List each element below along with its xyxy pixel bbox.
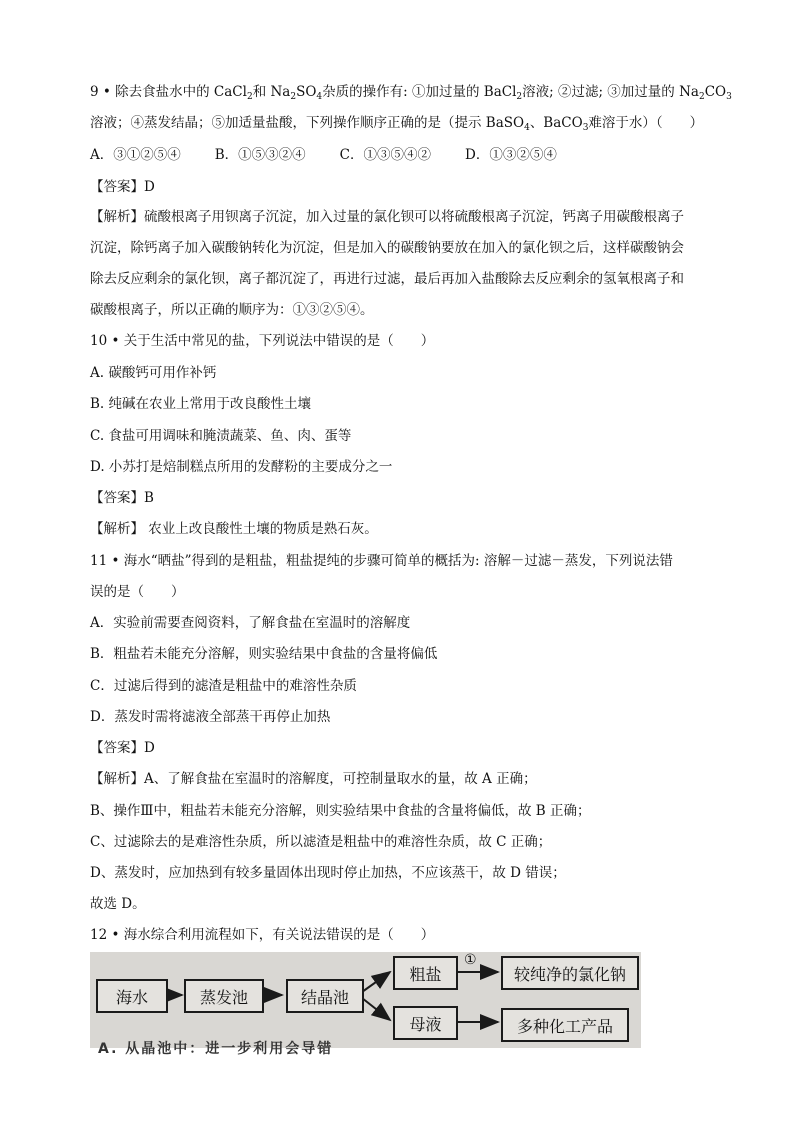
q10-option-d: D. 小苏打是焙制糕点所用的发酵粉的主要成分之一 [90, 459, 393, 475]
q9-stem-line2: 溶液；④蒸发结晶；⑤加适量盐酸，下列操作顺序正确的是（提示 BaSO$_4$、BaCO$_3$难溶于水）（ ） [90, 115, 704, 133]
q10-stem: 10 • 关于生活中常见的盐，下列说法中错误的是（ ） [90, 333, 435, 349]
q11-stem-line2: 误的是（ ） [90, 584, 185, 600]
q11-conclusion: 故选 D。 [90, 896, 146, 912]
cut-off-text: A. 从晶池中：进一步利用会导错 [98, 1041, 334, 1057]
q11-stem-line1: 11 • 海水“晒盐”得到的是粗盐，粗盐提纯的步骤可简单的概括为: 溶解－过滤－蒸发，下列说法错 [90, 553, 673, 569]
step-1-marker: ① [464, 952, 477, 968]
q9-explanation-4: 碳酸根离子，所以正确的顺序为：①③②⑤④。 [90, 302, 374, 318]
chemical-products-box: 多种化工产品 [501, 1008, 629, 1042]
q10-explanation: 【解析】 农业上改良酸性土壤的物质是熟石灰。 [90, 521, 378, 537]
q11-explanation-d: D、蒸发时，应加热到有较多量固体出现时停止加热，不应该蒸干，故 D 错误； [90, 865, 566, 881]
q10-option-b: B. 纯碱在农业上常用于改良酸性土壤 [90, 396, 312, 412]
q9-options [90, 145, 730, 165]
q11-explanation-c: C、过滤除去的是难溶性杂质，所以滤渣是粗盐中的难溶性杂质，故 C 正确； [90, 834, 552, 850]
seawater-flow-chart [90, 952, 641, 1057]
q10-option-a: A. 碳酸钙可用作补钙 [90, 365, 217, 381]
q9-option-c: C．①③⑤④② [339, 147, 432, 163]
q11-option-c: C．过滤后得到的滤渣是粗盐中的难溶性杂质 [90, 678, 357, 694]
arrow-to-mother-liquor [362, 998, 390, 1020]
mother-liquor-box: 母液 [393, 1006, 458, 1040]
crystallization-pond-box: 结晶池 [286, 979, 364, 1013]
q11-option-a: A．实验前需要查阅资料，了解食盐在室温时的溶解度 [90, 615, 411, 631]
q9-explanation-2: 沉淀，除钙离子加入碳酸钠转化为沉淀，但是加入的碳酸钠要放在加入的氯化钡之后，这样碳酸钠会 [90, 240, 684, 256]
arrow-to-crude-salt [362, 972, 390, 992]
q11-explanation-a: 【解析】A、了解食盐在室温时的溶解度，可控制量取水的量，故 A 正确； [90, 771, 537, 787]
q9-answer: 【答案】D [90, 179, 155, 195]
pure-nacl-box: 较纯净的氯化钠 [501, 956, 639, 990]
q9-explanation-1: 【解析】硫酸根离子用钡离子沉淀，加入过量的氯化钡可以将硫酸根离子沉淀，钙离子用碳酸根离子 [90, 209, 684, 225]
q11-answer: 【答案】D [90, 740, 155, 756]
evaporation-pond-box: 蒸发池 [184, 979, 264, 1013]
q9-explanation-3: 除去反应剩余的氯化钡，离子都沉淀了，再进行过滤，最后再加入盐酸除去反应剩余的氢氧根离子和 [90, 271, 684, 287]
seawater-box: 海水 [96, 979, 168, 1013]
crude-salt-box: 粗盐 [393, 956, 458, 990]
q12-stem: 12 • 海水综合利用流程如下，有关说法错误的是（ ） [90, 927, 435, 943]
q10-answer: 【答案】B [90, 490, 154, 506]
q10-option-c: C. 食盐可用调味和腌渍蔬菜、鱼、肉、蛋等 [90, 428, 352, 444]
q9-option-b: B．①⑤③②④ [214, 147, 306, 163]
q9-option-d: D．①③②⑤④ [465, 147, 557, 163]
q9-option-a: A．③①②⑤④ [90, 147, 181, 163]
q11-option-b: B．粗盐若未能充分溶解，则实验结果中食盐的含量将偏低 [90, 646, 438, 662]
q11-explanation-b: B、操作Ⅲ中，粗盐若未能充分溶解，则实验结果中食盐的含量将偏低，故 B 正确； [90, 803, 591, 819]
q9-stem-line1: 9 • 除去食盐水中的 CaCl$_2$和 $Na_2SO_4$杂质的操作有: ①加过量的 BaCl$_2$溶液; ②过滤; ③加过量的 $Na_2CO_3$ [90, 84, 732, 102]
q11-option-d: D．蒸发时需将滤液全部蒸干再停止加热 [90, 709, 331, 725]
